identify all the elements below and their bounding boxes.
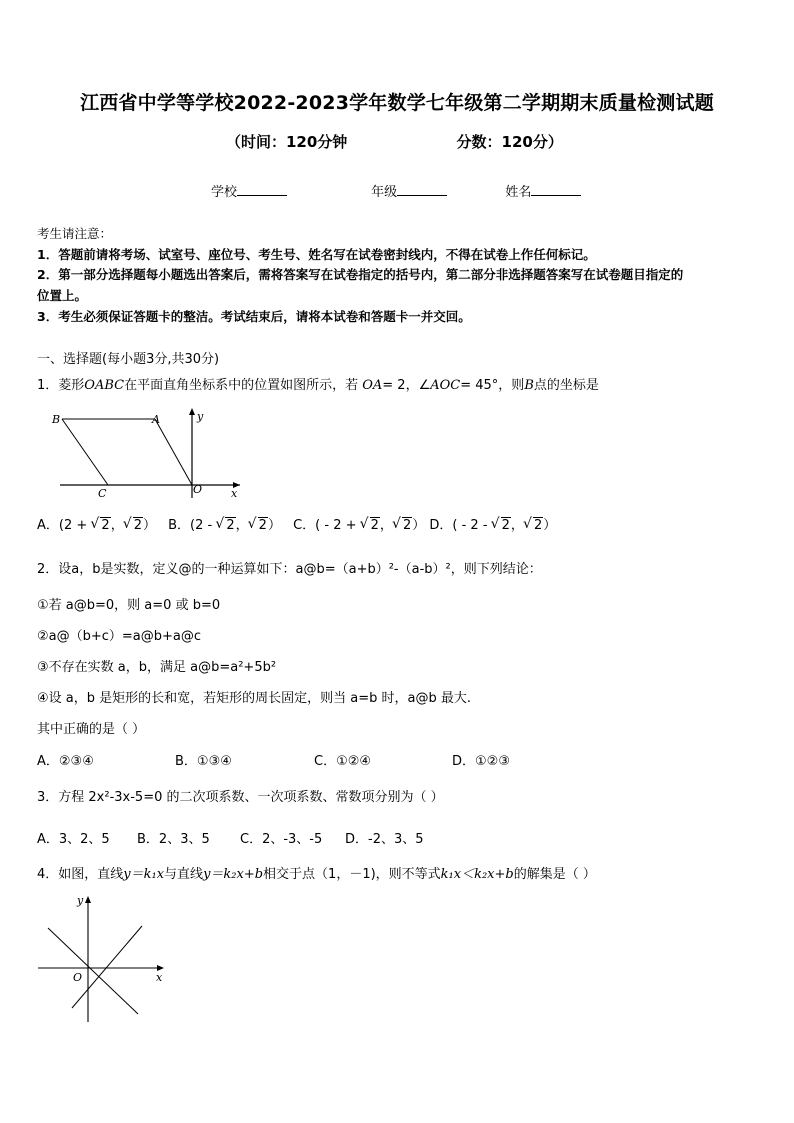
exam-title: 江西省中学等学校2022-2023学年数学七年级第二学期期末质量检测试题	[80, 92, 714, 114]
school-blank[interactable]	[237, 183, 287, 196]
grade-label: 年级	[371, 185, 398, 200]
q1-text: 在平面直角坐标系中的位置如图所示，若	[124, 378, 359, 393]
y-axis-label: y	[77, 894, 84, 907]
lines-figure	[30, 888, 170, 1028]
x-axis-label: x	[231, 487, 238, 500]
q1-option-text: ，	[110, 518, 124, 533]
q1-text: 点的坐标是	[533, 378, 599, 393]
q1-option-text: ，	[379, 518, 393, 533]
q1-option-text: ）	[267, 518, 281, 533]
sqrt-sign: √ 2	[124, 518, 143, 533]
sqrt-sign: √ 2	[216, 518, 235, 533]
q1-option-text: D．( - 2 -	[429, 518, 492, 533]
q1-option-text: C．( - 2 +	[293, 518, 361, 533]
score-label: 分数：120分）	[456, 133, 563, 151]
q1-option-text: ，	[510, 518, 524, 533]
q3-option-c[interactable]: C．2、-3、-5	[240, 832, 323, 847]
q3-option-b[interactable]: B．2、3、5	[137, 832, 210, 847]
q2-option-a[interactable]: A．②③④	[37, 754, 94, 769]
q1-text: OA	[362, 378, 383, 393]
sqrt-sign: √ 2	[91, 518, 110, 533]
q1-stem	[37, 374, 599, 393]
y-axis-label: y	[197, 410, 204, 423]
q1-option-c[interactable]	[293, 518, 425, 533]
notice-item: 3．考生必须保证答题卡的整洁。考试结束后，请将本试卷和答题卡一并交回。	[37, 309, 471, 324]
q4-text: 4．如图，直线	[37, 867, 124, 882]
q4-text: y＝k₂x+b	[203, 867, 264, 882]
point-c-label: C	[98, 487, 107, 500]
q1-text: = 2，∠	[382, 378, 431, 393]
q1-option-d[interactable]	[429, 518, 556, 533]
point-b-label: B	[52, 413, 61, 426]
q1-option-text: A．(2 +	[37, 518, 92, 533]
q1-text: B	[524, 378, 534, 393]
student-info-fields	[211, 181, 581, 200]
q1-option-text: ）	[543, 518, 557, 533]
notice-heading: 考生请注意：	[37, 226, 113, 241]
q4-text: 与直线	[164, 867, 204, 882]
q2-statement-1: ①若 a@b=0，则 a=0 或 b=0	[37, 598, 221, 613]
notice-item: 2．第一部分选择题每小题选出答案后，需将答案写在试卷指定的括号内，第二部分非选择题答案写在试卷题目指定的	[37, 267, 684, 282]
q2-statement-2: ②a@（b+c）=a@b+a@c	[37, 629, 202, 644]
q1-text: AOC	[430, 378, 461, 393]
q3-option-a[interactable]: A．3、2、5	[37, 832, 110, 847]
sqrt-sign: √ 2	[249, 518, 268, 533]
name-field[interactable]	[505, 181, 581, 200]
notice-item: 位置上。	[37, 288, 88, 303]
school-label: 学校	[211, 185, 238, 200]
sqrt-sign: √ 2	[361, 518, 380, 533]
q1-option-text: ，	[235, 518, 249, 533]
rhombus-figure	[40, 404, 250, 502]
point-a-label: A	[152, 413, 160, 426]
q1-option-text: ）	[142, 518, 156, 533]
school-field[interactable]	[211, 181, 287, 200]
q1-text: 1．菱形	[37, 378, 85, 393]
q2-option-d[interactable]: D．①②③	[452, 754, 510, 769]
q2-option-c[interactable]: C．①②④	[314, 754, 372, 769]
x-axis-label: x	[156, 971, 163, 984]
sqrt-sign: √ 2	[492, 518, 511, 533]
q4-stem	[37, 863, 596, 882]
name-blank[interactable]	[531, 183, 581, 196]
q4-text: 的解集是（ ）	[513, 867, 596, 882]
q4-text: y＝k₁x	[123, 867, 165, 882]
q1-option-b[interactable]	[168, 518, 281, 533]
q4-text: k₁x＜k₂x+b	[440, 867, 514, 882]
q1-options	[37, 514, 556, 533]
q1-option-text: B．(2 -	[168, 518, 217, 533]
q1-option-a[interactable]	[37, 518, 156, 533]
q1-option-text: ）	[412, 518, 426, 533]
q2-statement-4: ④设 a，b 是矩形的长和宽，若矩形的周长固定，则当 a=b 时，a@b 最大.	[37, 691, 471, 706]
time-label: （时间：120分钟	[226, 133, 348, 151]
section-heading: 一、选择题(每小题3分,共30分)	[37, 352, 220, 367]
grade-field[interactable]	[371, 181, 447, 200]
q2-statement-3: ③不存在实数 a，b，满足 a@b=a²+5b²	[37, 660, 277, 675]
origin-label: O	[193, 483, 203, 496]
name-label: 姓名	[505, 185, 532, 200]
sqrt-sign: √ 2	[393, 518, 412, 533]
q2-option-b[interactable]: B．①③④	[175, 754, 232, 769]
exam-subtitle	[226, 131, 563, 152]
notice-item: 1．答题前请将考场、试室号、座位号、考生号、姓名写在试卷密封线内，不得在试卷上作任何标记。	[37, 247, 596, 262]
q2-stem: 2．设a，b是实数，定义@的一种运算如下：a@b=（a+b）²-（a-b）²，则下列结论：	[37, 562, 542, 577]
q2-question: 其中正确的是（ ）	[37, 722, 146, 737]
origin-label: O	[73, 971, 83, 984]
grade-blank[interactable]	[397, 183, 447, 196]
q4-text: 相交于点（1，－1)，则不等式	[263, 867, 441, 882]
q3-option-d[interactable]: D．-2、3、5	[345, 832, 424, 847]
q1-text: OABC	[84, 378, 125, 393]
sqrt-sign: √ 2	[524, 518, 543, 533]
q1-text: = 45°，则	[460, 378, 525, 393]
q3-stem: 3．方程 2x²-3x-5=0 的二次项系数、一次项系数、常数项分别为（ ）	[37, 790, 444, 805]
